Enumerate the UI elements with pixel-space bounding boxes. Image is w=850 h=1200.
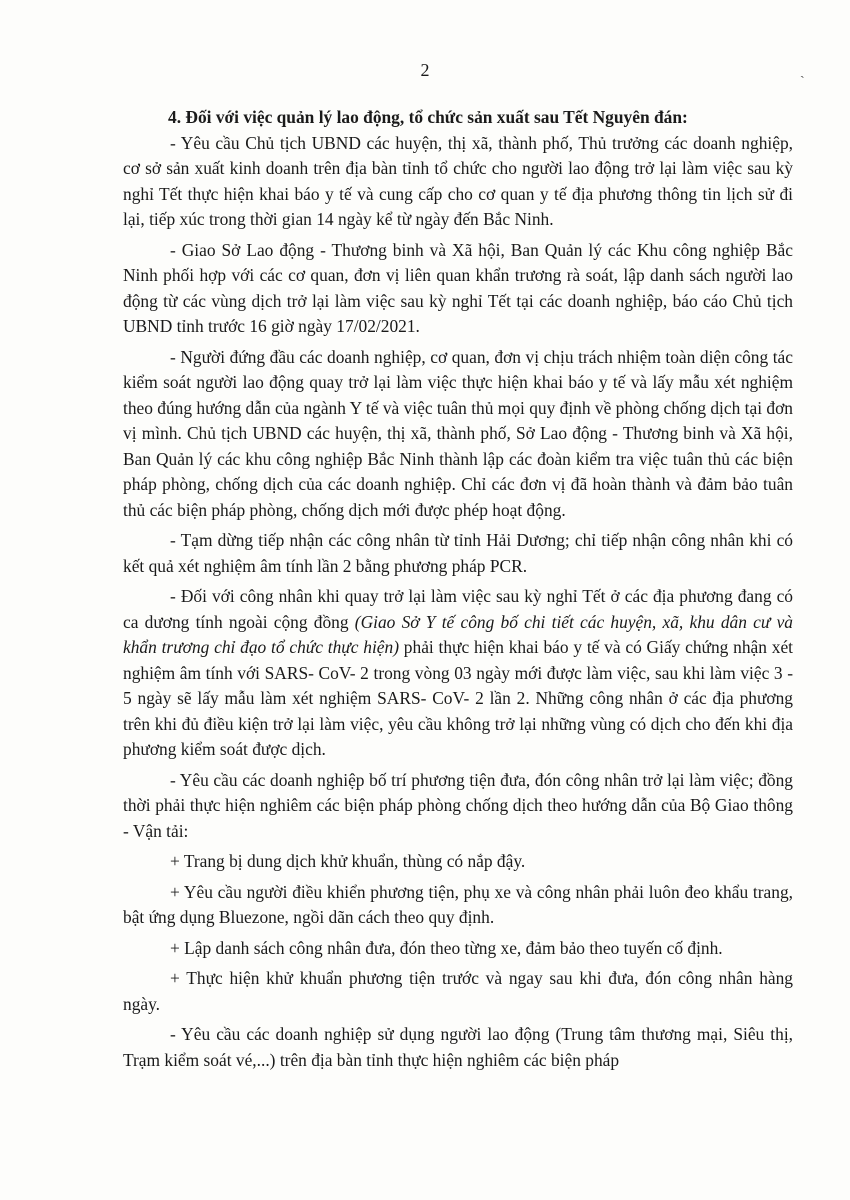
paragraph-enterprise-responsibility: - Người đứng đầu các doanh nghiệp, cơ quan, đơn vị chịu trách nhiệm toàn diện công tác kiểm soát người lao động quay trở lại làm việc thực hiện khai báo y tế và lấy mẫu xét nghiệm theo đúng hướng dẫn của ngành Y tế và việc tuân thủ mọi quy định về phòng chống dịch tại đơn vị mình. Chủ tịch UBND các huyện, thị xã, thành phố, Sở Lao động - Thương binh và Xã hội, Ban Quản lý các khu công nghiệp Bắc Ninh thành lập các đoàn kiểm tra việc tuân thủ các biện pháp phòng, chống dịch của các doanh nghiệp. Chỉ các đơn vị đã hoàn thành và đảm bảo tuân thủ các biện pháp phòng, chống dịch mới được phép hoạt động. bbox=[123, 346, 793, 520]
list-item-disinfectant: + Trang bị dung dịch khử khuẩn, thùng có nắp đậy. bbox=[170, 851, 526, 871]
returning-workers-text-start: - Đối với công nhân khi quay trở lại làm việc sau kỳ nghỉ Tết ở các địa phương đang có ca dương tính ngoài cộng đồng bbox=[123, 586, 793, 632]
paragraph-health-declaration: - Yêu cầu Chủ tịch UBND các huyện, thị xã, thành phố, Thủ trưởng các doanh nghiệp, cơ sở sản xuất kinh doanh trên địa bàn tỉnh tổ chức cho người lao động trở lại làm việc sau kỳ nghỉ Tết thực hiện khai báo y tế và cung cấp cho cơ quan y tế địa phương thông tin lịch sử đi lại, tiếp xúc trong thời gian 14 ngày kể từ ngày đến Bắc Ninh. bbox=[123, 132, 793, 229]
paragraph-hai-duong-workers: - Tạm dừng tiếp nhận các công nhân từ tỉnh Hải Dương; chỉ tiếp nhận công nhân khi có kết quả xét nghiệm âm tính lần 2 bằng phương pháp PCR. bbox=[123, 530, 793, 576]
paragraph-returning-workers bbox=[123, 584, 793, 763]
list-item-vehicle-disinfection: + Thực hiện khử khuẩn phương tiện trước và ngay sau khi đưa, đón công nhân hàng ngày. bbox=[123, 968, 793, 1014]
paragraph-labor-list: - Giao Sở Lao động - Thương binh và Xã hội, Ban Quản lý các Khu công nghiệp Bắc Ninh phối hợp với các cơ quan, đơn vị liên quan khẩn trương rà soát, lập danh sách người lao động từ các vùng dịch trở lại làm việc sau kỳ nghỉ Tết tại các doanh nghiệp, báo cáo Chủ tịch UBND tỉnh trước 16 giờ ngày 17/02/2021. bbox=[123, 239, 793, 336]
list-item-worker-list: + Lập danh sách công nhân đưa, đón theo từng xe, đảm bảo theo tuyến cố định. bbox=[170, 937, 723, 958]
scan-mark: ˎ bbox=[800, 64, 805, 79]
section-heading: 4. Đối với việc quản lý lao động, tổ chức sản xuất sau Tết Nguyên đán: bbox=[168, 107, 688, 127]
document-body bbox=[123, 105, 793, 1078]
returning-workers-text-end: phải thực hiện khai báo y tế và có Giấy chứng nhận xét nghiệm âm tính với SARS- CoV- 2 trong vòng 03 ngày mới được làm việc, sau khi làm việc 3 - 5 ngày sẽ lấy mẫu làm xét nghiệm SARS- CoV- 2 lần 2. Những công nhân ở các địa phương trên khi đủ điều kiện trở lại làm việc, yêu cầu không trở lại những vùng có dịch cho đến khi địa phương kiểm soát được dịch. bbox=[123, 637, 793, 759]
returning-workers-italic-note: (Giao Sở Y tế công bố chi tiết các huyện, xã, khu dân cư và khẩn trương chỉ đạo tổ chức thực hiện) bbox=[123, 611, 793, 657]
list-item-masks-bluezone: + Yêu cầu người điều khiển phương tiện, phụ xe và công nhân phải luôn đeo khẩu trang, bật ứng dụng Bluezone, ngồi dãn cách theo quy định. bbox=[123, 881, 793, 927]
paragraph-service-enterprises: - Yêu cầu các doanh nghiệp sử dụng người lao động (Trung tâm thương mại, Siêu thị, Trạm kiểm soát vé,...) trên địa bàn tỉnh thực hiện nghiêm các biện pháp bbox=[123, 1024, 793, 1070]
page-number: 2 bbox=[420, 60, 430, 80]
paragraph-transport-arrangement: - Yêu cầu các doanh nghiệp bố trí phương tiện đưa, đón công nhân trở lại làm việc; đồng thời phải thực hiện nghiêm các biện pháp phòng chống dịch theo hướng dẫn của Bộ Giao thông - Vận tải: bbox=[123, 769, 793, 841]
